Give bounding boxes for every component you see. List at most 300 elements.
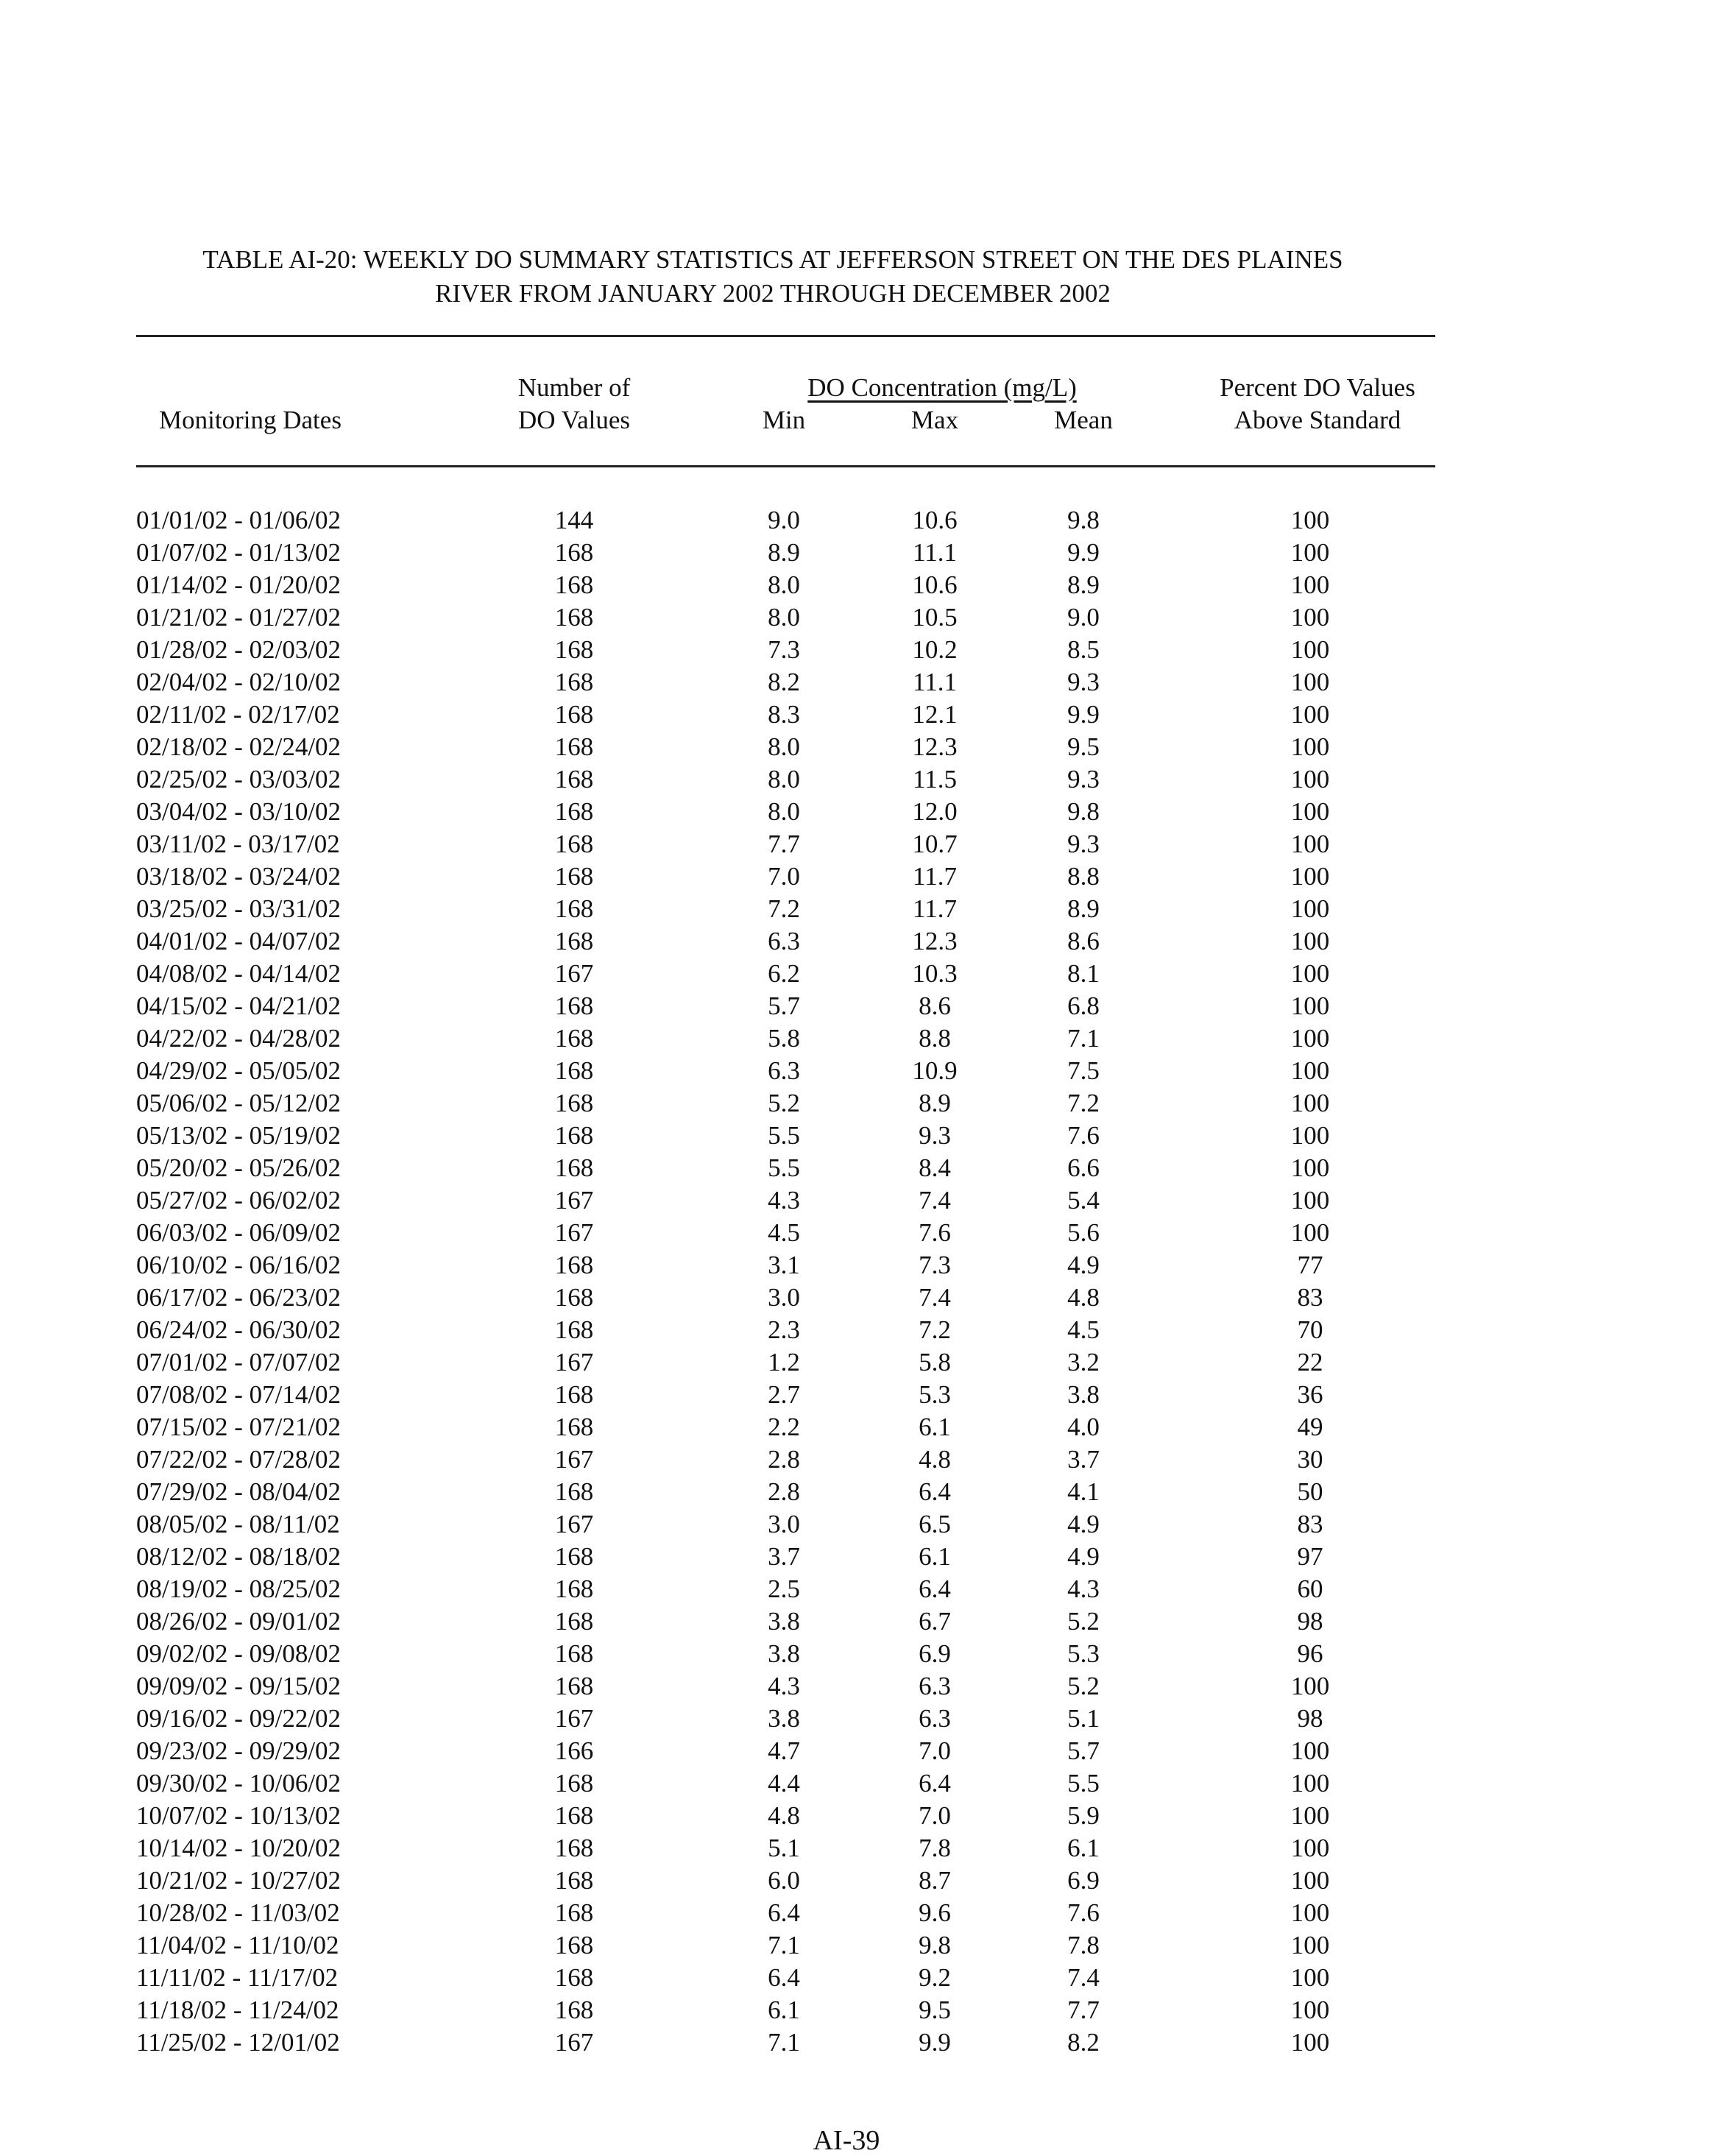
table-row: [0, 990, 1726, 1022]
cell-max: 12.0: [912, 797, 958, 826]
cell-count: 168: [554, 765, 594, 794]
cell-percent: 83: [1297, 1510, 1323, 1538]
cell-mean: 9.8: [1067, 506, 1100, 534]
cell-mean: 7.1: [1067, 1024, 1100, 1053]
cell-dates: 04/01/02 - 04/07/02: [136, 927, 342, 955]
cell-percent: 98: [1297, 1607, 1323, 1636]
cell-count: 168: [554, 1996, 594, 2024]
cell-mean: 7.8: [1067, 1931, 1100, 1959]
table-row: [0, 1152, 1726, 1184]
cell-count: 167: [554, 1218, 594, 1247]
table-row: [0, 893, 1726, 925]
header-do-concentration: DO Concentration (mg/L): [807, 373, 1077, 402]
table-row: [0, 1767, 1726, 1800]
cell-dates: 10/07/02 - 10/13/02: [136, 1801, 342, 1830]
cell-count: 168: [554, 830, 594, 858]
cell-percent: 100: [1290, 2028, 1330, 2057]
table-title: [110, 243, 1435, 311]
cell-count: 168: [554, 1866, 594, 1895]
cell-percent: 100: [1290, 1056, 1330, 1085]
cell-min: 7.1: [768, 2028, 800, 2057]
cell-count: 168: [554, 1931, 594, 1959]
cell-min: 2.5: [768, 1574, 800, 1603]
cell-count: 168: [554, 668, 594, 696]
cell-dates: 08/12/02 - 08/18/02: [136, 1542, 342, 1571]
cell-max: 11.1: [913, 538, 957, 567]
cell-min: 3.0: [768, 1510, 800, 1538]
cell-min: 4.3: [768, 1672, 800, 1700]
cell-mean: 8.5: [1067, 635, 1100, 664]
cell-mean: 8.9: [1067, 894, 1100, 923]
cell-mean: 7.5: [1067, 1056, 1100, 1085]
cell-count: 167: [554, 2028, 594, 2057]
cell-percent: 100: [1290, 603, 1330, 632]
cell-count: 167: [554, 1704, 594, 1733]
cell-mean: 9.9: [1067, 700, 1100, 729]
cell-percent: 100: [1290, 765, 1330, 794]
cell-count: 144: [554, 506, 594, 534]
table-row: [0, 796, 1726, 828]
cell-dates: 10/14/02 - 10/20/02: [136, 1834, 342, 1862]
cell-mean: 4.3: [1067, 1574, 1100, 1603]
table-row: [0, 731, 1726, 763]
cell-max: 11.5: [913, 765, 957, 794]
cell-count: 168: [554, 797, 594, 826]
cell-max: 12.1: [912, 700, 958, 729]
table-row: [0, 1314, 1726, 1346]
cell-max: 12.3: [912, 732, 958, 761]
header-do-values: DO Values: [518, 406, 630, 434]
cell-count: 168: [554, 1574, 594, 1603]
table-row: [0, 1282, 1726, 1314]
cell-percent: 100: [1290, 1931, 1330, 1959]
cell-mean: 3.7: [1067, 1445, 1100, 1474]
cell-percent: 100: [1290, 1801, 1330, 1830]
table-row: [0, 666, 1726, 699]
cell-dates: 07/29/02 - 08/04/02: [136, 1477, 342, 1506]
table-row: [0, 601, 1726, 634]
cell-mean: 6.1: [1067, 1834, 1100, 1862]
cell-max: 8.6: [919, 992, 951, 1020]
cell-max: 6.7: [919, 1607, 951, 1636]
table-row: [0, 1217, 1726, 1249]
cell-percent: 100: [1290, 894, 1330, 923]
cell-dates: 07/01/02 - 07/07/02: [136, 1348, 342, 1376]
cell-count: 168: [554, 894, 594, 923]
cell-mean: 4.0: [1067, 1413, 1100, 1441]
cell-min: 6.2: [768, 959, 800, 988]
cell-min: 7.3: [768, 635, 800, 664]
cell-min: 8.0: [768, 732, 800, 761]
cell-max: 11.7: [913, 862, 957, 891]
cell-count: 168: [554, 1477, 594, 1506]
cell-mean: 5.5: [1067, 1769, 1100, 1798]
cell-mean: 9.0: [1067, 603, 1100, 632]
cell-percent: 100: [1290, 1898, 1330, 1927]
cell-mean: 4.9: [1067, 1542, 1100, 1571]
cell-dates: 04/15/02 - 04/21/02: [136, 992, 342, 1020]
cell-count: 168: [554, 1089, 594, 1117]
table-row: [0, 1346, 1726, 1379]
cell-min: 7.2: [768, 894, 800, 923]
cell-percent: 96: [1297, 1639, 1323, 1668]
cell-max: 7.0: [919, 1801, 951, 1830]
cell-min: 5.1: [768, 1834, 800, 1862]
cell-max: 5.3: [919, 1380, 951, 1409]
table-row: [0, 537, 1726, 569]
cell-min: 3.7: [768, 1542, 800, 1571]
cell-mean: 5.2: [1067, 1607, 1100, 1636]
cell-max: 9.5: [919, 1996, 951, 2024]
cell-count: 167: [554, 1510, 594, 1538]
cell-count: 168: [554, 1380, 594, 1409]
cell-min: 3.8: [768, 1704, 800, 1733]
table-row: [0, 1897, 1726, 1929]
cell-percent: 100: [1290, 1153, 1330, 1182]
cell-dates: 09/09/02 - 09/15/02: [136, 1672, 342, 1700]
cell-max: 8.4: [919, 1153, 951, 1182]
table-row: [0, 1735, 1726, 1767]
cell-percent: 100: [1290, 538, 1330, 567]
table-row: [0, 1541, 1726, 1573]
cell-mean: 5.4: [1067, 1186, 1100, 1215]
cell-max: 9.3: [919, 1121, 951, 1150]
cell-min: 2.7: [768, 1380, 800, 1409]
cell-percent: 100: [1290, 668, 1330, 696]
cell-mean: 3.8: [1067, 1380, 1100, 1409]
table-row: [0, 1476, 1726, 1508]
cell-mean: 6.6: [1067, 1153, 1100, 1182]
cell-min: 5.2: [768, 1089, 800, 1117]
cell-dates: 02/18/02 - 02/24/02: [136, 732, 342, 761]
cell-count: 168: [554, 1801, 594, 1830]
cell-percent: 97: [1297, 1542, 1323, 1571]
table-row: [0, 569, 1726, 601]
cell-max: 6.1: [919, 1413, 951, 1441]
table-row: [0, 1411, 1726, 1443]
cell-dates: 05/13/02 - 05/19/02: [136, 1121, 342, 1150]
cell-percent: 36: [1297, 1380, 1323, 1409]
table-row: [0, 1443, 1726, 1476]
cell-percent: 100: [1290, 1769, 1330, 1798]
cell-min: 6.1: [768, 1996, 800, 2024]
cell-dates: 05/20/02 - 05/26/02: [136, 1153, 342, 1182]
cell-percent: 100: [1290, 927, 1330, 955]
page-number: AI-39: [813, 2125, 880, 2156]
cell-min: 2.8: [768, 1445, 800, 1474]
cell-max: 8.8: [919, 1024, 951, 1053]
table-row: [0, 1929, 1726, 1962]
cell-count: 167: [554, 959, 594, 988]
cell-dates: 08/26/02 - 09/01/02: [136, 1607, 342, 1636]
table-row: [0, 1022, 1726, 1055]
cell-min: 8.2: [768, 668, 800, 696]
cell-dates: 01/14/02 - 01/20/02: [136, 570, 342, 599]
cell-percent: 100: [1290, 732, 1330, 761]
cell-max: 9.2: [919, 1963, 951, 1992]
cell-max: 7.8: [919, 1834, 951, 1862]
cell-dates: 03/18/02 - 03/24/02: [136, 862, 342, 891]
cell-dates: 09/16/02 - 09/22/02: [136, 1704, 342, 1733]
cell-max: 11.7: [913, 894, 957, 923]
cell-count: 168: [554, 1672, 594, 1700]
table-row: [0, 1962, 1726, 1994]
cell-min: 4.4: [768, 1769, 800, 1798]
cell-percent: 77: [1297, 1251, 1323, 1279]
cell-max: 9.6: [919, 1898, 951, 1927]
cell-count: 168: [554, 603, 594, 632]
cell-mean: 8.8: [1067, 862, 1100, 891]
header-min: Min: [762, 406, 806, 434]
cell-dates: 03/04/02 - 03/10/02: [136, 797, 342, 826]
cell-min: 6.4: [768, 1898, 800, 1927]
table-row: [0, 1508, 1726, 1541]
cell-dates: 04/29/02 - 05/05/02: [136, 1056, 342, 1085]
cell-count: 168: [554, 1607, 594, 1636]
cell-min: 8.3: [768, 700, 800, 729]
cell-min: 8.0: [768, 603, 800, 632]
table-row: [0, 1638, 1726, 1670]
cell-dates: 05/06/02 - 05/12/02: [136, 1089, 342, 1117]
cell-percent: 100: [1290, 830, 1330, 858]
cell-count: 168: [554, 732, 594, 761]
cell-percent: 100: [1290, 992, 1330, 1020]
cell-percent: 30: [1297, 1445, 1323, 1474]
cell-count: 168: [554, 1963, 594, 1992]
table-title-line-2: RIVER FROM JANUARY 2002 THROUGH DECEMBER 2002: [435, 279, 1111, 308]
cell-mean: 5.1: [1067, 1704, 1100, 1733]
cell-min: 5.5: [768, 1121, 800, 1150]
cell-percent: 83: [1297, 1283, 1323, 1312]
cell-mean: 8.1: [1067, 959, 1100, 988]
cell-dates: 11/25/02 - 12/01/02: [136, 2028, 340, 2057]
table-title-line-1: TABLE AI-20: WEEKLY DO SUMMARY STATISTICS AT JEFFERSON STREET ON THE DES PLAINES: [202, 245, 1343, 274]
cell-count: 168: [554, 1024, 594, 1053]
table-row: [0, 1055, 1726, 1087]
cell-mean: 8.6: [1067, 927, 1100, 955]
table-row: [0, 2026, 1726, 2059]
cell-percent: 100: [1290, 506, 1330, 534]
cell-min: 8.0: [768, 797, 800, 826]
cell-max: 10.6: [912, 570, 958, 599]
table-row: [0, 1865, 1726, 1897]
cell-max: 6.3: [919, 1672, 951, 1700]
cell-min: 3.8: [768, 1607, 800, 1636]
table-row: [0, 763, 1726, 796]
cell-percent: 100: [1290, 1963, 1330, 1992]
cell-min: 4.8: [768, 1801, 800, 1830]
cell-dates: 05/27/02 - 06/02/02: [136, 1186, 342, 1215]
cell-count: 168: [554, 1834, 594, 1862]
cell-max: 10.7: [912, 830, 958, 858]
cell-count: 168: [554, 635, 594, 664]
table-row: [0, 1605, 1726, 1638]
cell-min: 1.2: [768, 1348, 800, 1376]
cell-dates: 07/08/02 - 07/14/02: [136, 1380, 342, 1409]
cell-mean: 9.3: [1067, 830, 1100, 858]
cell-count: 168: [554, 1639, 594, 1668]
header-above-standard: Above Standard: [1234, 406, 1401, 434]
cell-mean: 4.9: [1067, 1510, 1100, 1538]
cell-percent: 100: [1290, 1672, 1330, 1700]
cell-percent: 50: [1297, 1477, 1323, 1506]
cell-min: 3.0: [768, 1283, 800, 1312]
header-mean: Mean: [1054, 406, 1113, 434]
table-row: [0, 1994, 1726, 2026]
cell-min: 6.0: [768, 1866, 800, 1895]
table-row: [0, 1087, 1726, 1120]
cell-mean: 8.2: [1067, 2028, 1100, 2057]
cell-count: 168: [554, 1542, 594, 1571]
cell-percent: 100: [1290, 1186, 1330, 1215]
table-row: [0, 1703, 1726, 1735]
cell-dates: 04/22/02 - 04/28/02: [136, 1024, 342, 1053]
cell-dates: 04/08/02 - 04/14/02: [136, 959, 342, 988]
cell-max: 6.4: [919, 1477, 951, 1506]
table-row: [0, 1184, 1726, 1217]
table-row: [0, 828, 1726, 860]
table-row: [0, 1120, 1726, 1152]
cell-dates: 07/15/02 - 07/21/02: [136, 1413, 342, 1441]
cell-dates: 07/22/02 - 07/28/02: [136, 1445, 342, 1474]
cell-min: 7.7: [768, 830, 800, 858]
cell-dates: 11/04/02 - 11/10/02: [136, 1931, 339, 1959]
header-number-of: Number of: [517, 373, 631, 402]
header-rule: [136, 465, 1435, 467]
cell-max: 9.9: [919, 2028, 951, 2057]
cell-count: 168: [554, 1121, 594, 1150]
cell-percent: 100: [1290, 1218, 1330, 1247]
cell-dates: 02/11/02 - 02/17/02: [136, 700, 340, 729]
cell-mean: 9.9: [1067, 538, 1100, 567]
cell-max: 6.1: [919, 1542, 951, 1571]
header-percent-do-values: Percent DO Values: [1220, 373, 1415, 402]
cell-max: 9.8: [919, 1931, 951, 1959]
cell-mean: 5.3: [1067, 1639, 1100, 1668]
table-row: [0, 958, 1726, 990]
table-row: [0, 1573, 1726, 1605]
cell-dates: 03/25/02 - 03/31/02: [136, 894, 342, 923]
cell-mean: 7.6: [1067, 1898, 1100, 1927]
cell-percent: 100: [1290, 797, 1330, 826]
cell-min: 8.9: [768, 538, 800, 567]
cell-min: 7.0: [768, 862, 800, 891]
cell-min: 4.3: [768, 1186, 800, 1215]
cell-min: 9.0: [768, 506, 800, 534]
cell-percent: 100: [1290, 635, 1330, 664]
cell-mean: 7.6: [1067, 1121, 1100, 1150]
cell-min: 2.2: [768, 1413, 800, 1441]
cell-dates: 01/28/02 - 02/03/02: [136, 635, 342, 664]
cell-dates: 06/03/02 - 06/09/02: [136, 1218, 342, 1247]
cell-dates: 06/17/02 - 06/23/02: [136, 1283, 342, 1312]
cell-count: 168: [554, 700, 594, 729]
table-row: [0, 1670, 1726, 1703]
cell-min: 5.5: [768, 1153, 800, 1182]
cell-mean: 4.1: [1067, 1477, 1100, 1506]
cell-percent: 98: [1297, 1704, 1323, 1733]
cell-mean: 7.4: [1067, 1963, 1100, 1992]
cell-percent: 100: [1290, 1834, 1330, 1862]
cell-count: 168: [554, 1898, 594, 1927]
cell-min: 4.7: [768, 1736, 800, 1765]
cell-max: 10.5: [912, 603, 958, 632]
cell-dates: 08/19/02 - 08/25/02: [136, 1574, 342, 1603]
cell-dates: 09/23/02 - 09/29/02: [136, 1736, 342, 1765]
cell-count: 168: [554, 1413, 594, 1441]
cell-count: 168: [554, 927, 594, 955]
cell-percent: 100: [1290, 1024, 1330, 1053]
cell-max: 6.4: [919, 1574, 951, 1603]
cell-mean: 4.9: [1067, 1251, 1100, 1279]
cell-mean: 3.2: [1067, 1348, 1100, 1376]
cell-mean: 9.3: [1067, 668, 1100, 696]
cell-max: 8.7: [919, 1866, 951, 1895]
table-row: [0, 634, 1726, 666]
cell-dates: 11/11/02 - 11/17/02: [136, 1963, 339, 1992]
cell-min: 6.3: [768, 1056, 800, 1085]
cell-max: 7.2: [919, 1315, 951, 1344]
cell-max: 8.9: [919, 1089, 951, 1117]
cell-max: 6.4: [919, 1769, 951, 1798]
cell-dates: 08/05/02 - 08/11/02: [136, 1510, 340, 1538]
cell-mean: 6.9: [1067, 1866, 1100, 1895]
cell-mean: 8.9: [1067, 570, 1100, 599]
cell-min: 3.8: [768, 1639, 800, 1668]
cell-mean: 6.8: [1067, 992, 1100, 1020]
cell-count: 167: [554, 1348, 594, 1376]
cell-mean: 9.3: [1067, 765, 1100, 794]
cell-count: 168: [554, 1769, 594, 1798]
header-max: Max: [910, 406, 959, 434]
cell-dates: 10/21/02 - 10/27/02: [136, 1866, 342, 1895]
cell-dates: 02/04/02 - 02/10/02: [136, 668, 342, 696]
cell-max: 10.6: [912, 506, 958, 534]
cell-min: 8.0: [768, 765, 800, 794]
cell-dates: 11/18/02 - 11/24/02: [136, 1996, 339, 2024]
cell-dates: 10/28/02 - 11/03/02: [136, 1898, 340, 1927]
cell-min: 6.4: [768, 1963, 800, 1992]
cell-percent: 100: [1290, 570, 1330, 599]
cell-max: 7.4: [919, 1283, 951, 1312]
table-row: [0, 1379, 1726, 1411]
top-rule: [136, 335, 1435, 337]
cell-min: 2.3: [768, 1315, 800, 1344]
cell-max: 7.0: [919, 1736, 951, 1765]
cell-count: 168: [554, 538, 594, 567]
cell-mean: 5.9: [1067, 1801, 1100, 1830]
cell-count: 168: [554, 992, 594, 1020]
table-row: [0, 1832, 1726, 1865]
table-row: [0, 925, 1726, 958]
cell-mean: 4.8: [1067, 1283, 1100, 1312]
cell-mean: 5.2: [1067, 1672, 1100, 1700]
cell-dates: 09/02/02 - 09/08/02: [136, 1639, 342, 1668]
cell-max: 5.8: [919, 1348, 951, 1376]
cell-count: 168: [554, 862, 594, 891]
cell-max: 10.2: [912, 635, 958, 664]
cell-max: 6.5: [919, 1510, 951, 1538]
header-monitoring-dates: Monitoring Dates: [159, 406, 342, 434]
cell-count: 167: [554, 1186, 594, 1215]
cell-percent: 49: [1297, 1413, 1323, 1441]
cell-percent: 100: [1290, 862, 1330, 891]
cell-count: 168: [554, 1315, 594, 1344]
cell-max: 12.3: [912, 927, 958, 955]
cell-percent: 22: [1297, 1348, 1323, 1376]
cell-min: 3.1: [768, 1251, 800, 1279]
cell-mean: 9.5: [1067, 732, 1100, 761]
